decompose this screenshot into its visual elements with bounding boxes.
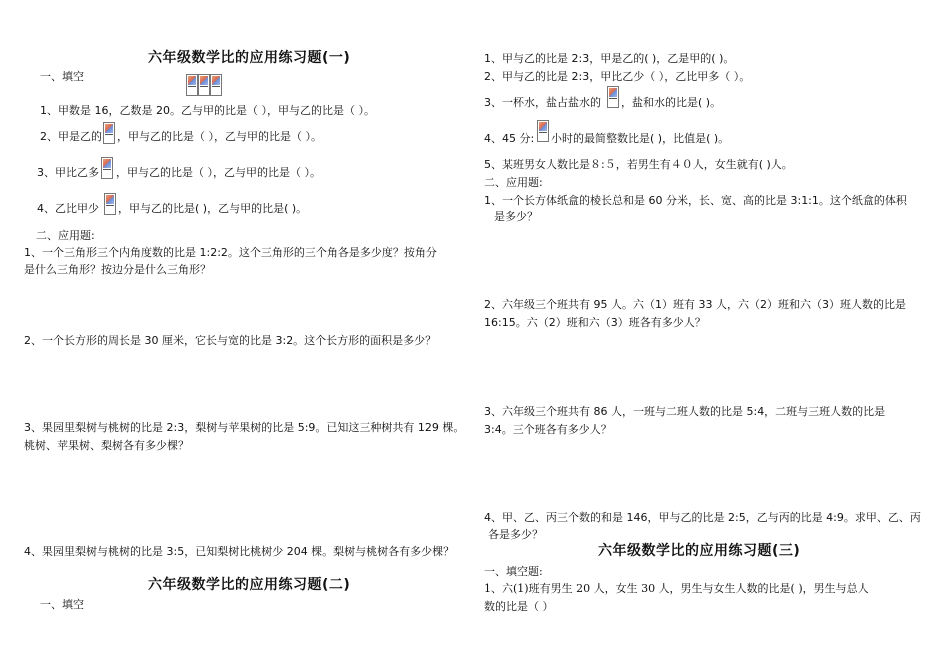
fill-question-3-suffix: ，甲与乙的比是（ ），乙与甲的比是（ ）。 <box>116 166 321 179</box>
fill-in-heading: 一、填空 <box>40 70 84 83</box>
right-application-question-2-line1: 2、六年级三个班共有 95 人。六（1）班有 33 人，六（2）班和六（3）班人数的比是 <box>484 298 906 311</box>
fraction-image-icon <box>101 157 113 179</box>
worksheet-title-2: 六年级数学比的应用练习题(二) <box>148 577 351 593</box>
fraction-image-icon <box>104 193 116 215</box>
application-question-2: 2、一个长方形的周长是 30 厘米，它长与宽的比是 3:2。这个长方形的面积是多少？ <box>24 334 437 347</box>
right-application-question-1-line2: 是多少？ <box>494 210 538 223</box>
fraction-image-icon <box>537 120 549 142</box>
fraction-image-icon <box>186 74 198 96</box>
right-fill-question-5: 5、某班男女人数比是８:５，若男生有４０人，女生就有( )人。 <box>484 158 793 171</box>
fraction-image-icon <box>210 74 222 96</box>
application-question-3-line1: 3、果园里梨树与桃树的比是 2:3，梨树与苹果树的比是 5:9。已知这三种树共有 129 棵。 <box>24 421 465 434</box>
right-section3-question-1-line2: 数的比是（ ） <box>484 600 554 613</box>
fraction-image-icon <box>198 74 210 96</box>
application-question-1-line1: 1、一个三角形三个内角度数的比是 1:2:2。这个三角形的三个角各是多少度？按角分 <box>24 246 437 259</box>
application-question-4: 4、果园里梨树与桃树的比是 3:5，已知梨树比桃树少 204 棵。梨树与桃树各有多少棵？ <box>24 545 455 558</box>
application-heading: 二、应用题: <box>36 229 95 242</box>
application-question-3-line2: 桃树、苹果树、梨树各有多少棵？ <box>24 439 189 452</box>
worksheet-title-1: 六年级数学比的应用练习题(一) <box>148 50 351 66</box>
application-question-1-line2: 是什么三角形？按边分是什么三角形？ <box>24 263 211 276</box>
right-application-question-4-line1: 4、甲、乙、丙三个数的和是 146，甲与乙的比是 2:5，乙与丙的比是 4:9。求甲、乙、丙 <box>484 511 921 524</box>
fill-question-2-suffix: ，甲与乙的比是（ ），乙与甲的比是（ ）。 <box>117 130 322 143</box>
fill-question-4-prefix: 4、乙比甲少 <box>37 202 99 215</box>
right-fill-question-4-prefix: 4、45 分: <box>484 132 535 145</box>
right-application-question-4-line2: 各是多少？ <box>488 528 543 541</box>
fraction-image-icon <box>607 86 619 108</box>
right-fill-question-1: 1、甲与乙的比是 2:3，甲是乙的( )，乙是甲的( )。 <box>484 52 735 65</box>
right-fill-question-3-suffix: ，盐和水的比是( )。 <box>621 96 722 109</box>
fill-question-4-suffix: ，甲与乙的比是( )，乙与甲的比是( )。 <box>118 202 308 215</box>
right-application-question-3-line2: 3:4。三个班各有多少人？ <box>484 423 612 436</box>
worksheet-title-3: 六年级数学比的应用练习题(三) <box>598 543 801 559</box>
right-application-question-2-line2: 16:15。六（2）班和六（3）班各有多少人？ <box>484 316 706 329</box>
right-application-question-1-line1: 1、一个长方体纸盒的棱长总和是 60 分米，长、宽、高的比是 3:1:1。这个纸盒的体积 <box>484 194 907 207</box>
right-application-heading: 二、应用题: <box>484 176 543 189</box>
right-fill-question-3-prefix: 3、一杯水，盐占盐水的 <box>484 96 601 109</box>
right-fill-question-2: 2、甲与乙的比是 2:3，甲比乙少（ ），乙比甲多（ ）。 <box>484 70 751 83</box>
right-application-question-3-line1: 3、六年级三个班共有 86 人，一班与二班人数的比是 5:4，二班与三班人数的比是 <box>484 405 886 418</box>
fill-in-heading-2: 一、填空 <box>40 598 84 611</box>
fraction-image-icon <box>103 122 115 144</box>
fill-question-1: 1、甲数是 16，乙数是 20。乙与甲的比是（ ），甲与乙的比是（ ）。 <box>40 104 375 117</box>
right-section3-question-1-line1: 1、六(1)班有男生 20 人，女生 30 人，男生与女生人数的比是( )，男生与总人 <box>484 582 869 595</box>
fill-in-heading-3: 一、填空题: <box>484 565 543 578</box>
fill-question-3-prefix: 3、甲比乙多 <box>37 166 99 179</box>
fill-question-2-prefix: 2、甲是乙的 <box>40 130 102 143</box>
right-fill-question-4-suffix: 小时的最简整数比是( )，比值是( )。 <box>551 132 730 145</box>
